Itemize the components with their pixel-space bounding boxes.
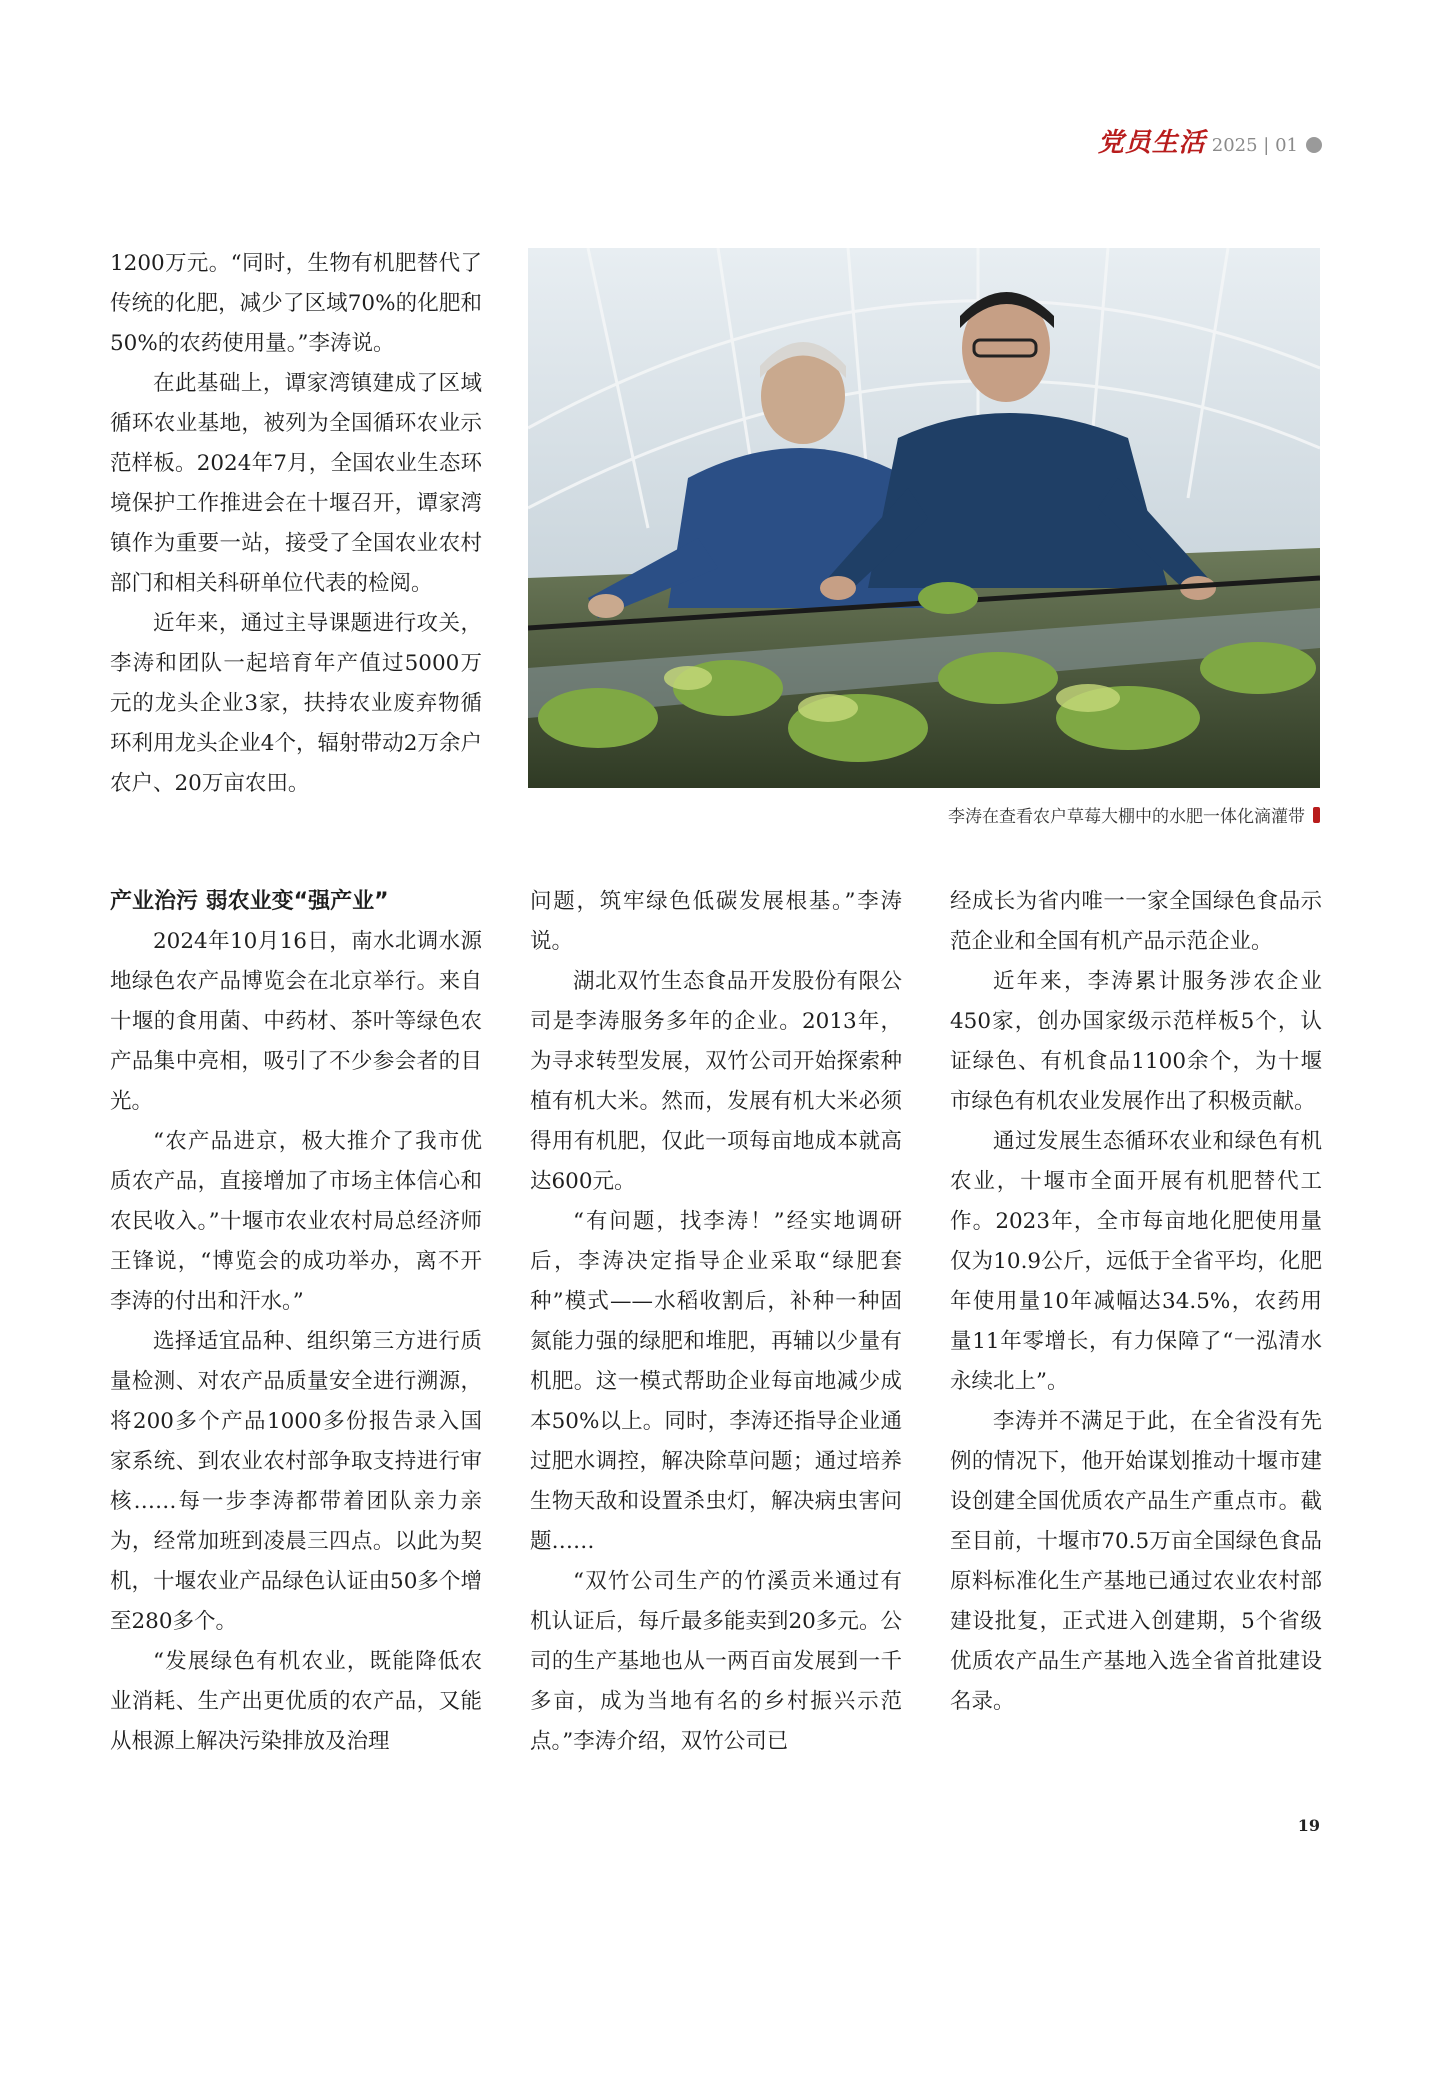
section-heading: 产业治污 弱农业变“强产业” <box>110 889 389 914</box>
masthead-dot-icon <box>1306 137 1322 153</box>
issue-label: 2025 | 01 <box>1211 135 1298 156</box>
paragraph: 通过发展生态循环农业和绿色有机农业，十堰市全面开展有机肥替代工作。2023年，全市每亩地化肥使用量仅为10.9公斤，远低于全省平均，化肥年使用量10年减幅达34.5%，农药用量11年零增长，有力保障了“一泓清水永续北上”。 <box>950 1129 1322 1394</box>
article-column-3 <box>950 882 1322 1722</box>
magazine-logo: 党员生活 <box>1097 128 1206 158</box>
paragraph: “双竹公司生产的竹溪贡米通过有机认证后，每斤最多能卖到20多元。公司的生产基地也从一两百亩发展到一千多亩，成为当地有名的乡村振兴示范点。”李涛介绍，双竹公司已 <box>530 1569 902 1754</box>
paragraph: “有问题，找李涛！”经实地调研后，李涛决定指导企业采取“绿肥套种”模式——水稻收割后，补种一种固氮能力强的绿肥和堆肥，再辅以少量有机肥。这一模式帮助企业每亩地减少成本50%以上。同时，李涛还指导企业通过肥水调控，解决除草问题；通过培养生物天敌和设置杀虫灯，解决病虫害问题…… <box>530 1209 902 1554</box>
paragraph: 2024年10月16日，南水北调水源地绿色农产品博览会在北京举行。来自十堰的食用菌、中药材、茶叶等绿色农产品集中亮相，吸引了不少参会者的目光。 <box>110 929 482 1114</box>
masthead <box>1098 122 1322 159</box>
article-column-top-left <box>110 244 482 804</box>
paragraph: 1200万元。“同时，生物有机肥替代了传统的化肥，减少了区域70%的化肥和50%的农药使用量。”李涛说。 <box>110 251 482 356</box>
paragraph: “发展绿色有机农业，既能降低农业消耗、生产出更优质的农产品，又能从根源上解决污染排放及治理 <box>110 1649 482 1754</box>
paragraph: 选择适宜品种、组织第三方进行质量检测、对农产品质量安全进行溯源，将200多个产品1000多份报告录入国家系统、到农业农村部争取支持进行审核……每一步李涛都带着团队亲力亲为，经常加班到凌晨三四点。以此为契机，十堰农业产品绿色认证由50多个增至280多个。 <box>110 1329 482 1634</box>
paragraph: 经成长为省内唯一一家全国绿色食品示范企业和全国有机产品示范企业。 <box>950 889 1322 954</box>
caption-text: 李涛在查看农户草莓大棚中的水肥一体化滴灌带 <box>948 807 1305 827</box>
paragraph: 在此基础上，谭家湾镇建成了区域循环农业基地，被列为全国循环农业示范样板。2024年7月，全国农业生态环境保护工作推进会在十堰召开，谭家湾镇作为重要一站，接受了全国农业农村部门和相关科研单位代表的检阅。 <box>110 371 482 596</box>
greenhouse-photo-illustration <box>528 248 1320 788</box>
article-column-2 <box>530 882 902 1762</box>
paragraph: 李涛并不满足于此，在全省没有先例的情况下，他开始谋划推动十堰市建设创建全国优质农产品生产重点市。截至目前，十堰市70.5万亩全国绿色食品原料标准化生产基地已通过农业农村部建设批复，正式进入创建期，5个省级优质农产品生产基地入选全省首批建设名录。 <box>950 1409 1322 1714</box>
paragraph: “农产品进京，极大推介了我市优质农产品，直接增加了市场主体信心和农民收入。”十堰市农业农村局总经济师王锋说，“博览会的成功举办，离不开李涛的付出和汗水。” <box>110 1129 482 1314</box>
paragraph: 近年来，通过主导课题进行攻关，李涛和团队一起培育年产值过5000万元的龙头企业3家，扶持农业废弃物循环利用龙头企业4个，辐射带动2万余户农户、20万亩农田。 <box>110 611 482 796</box>
paragraph: 湖北双竹生态食品开发股份有限公司是李涛服务多年的企业。2013年，为寻求转型发展，双竹公司开始探索种植有机大米。然而，发展有机大米必须得用有机肥，仅此一项每亩地成本就高达600元。 <box>530 969 902 1194</box>
caption-marker-icon <box>1313 807 1320 823</box>
photo-caption <box>948 802 1320 827</box>
paragraph: 问题，筑牢绿色低碳发展根基。”李涛说。 <box>530 889 902 954</box>
paragraph: 近年来，李涛累计服务涉农企业450家，创办国家级示范样板5个，认证绿色、有机食品1100余个，为十堰市绿色有机农业发展作出了积极贡献。 <box>950 969 1322 1114</box>
article-column-1 <box>110 882 482 1762</box>
article-photo <box>528 248 1320 788</box>
page-number: 19 <box>1297 1816 1320 1835</box>
